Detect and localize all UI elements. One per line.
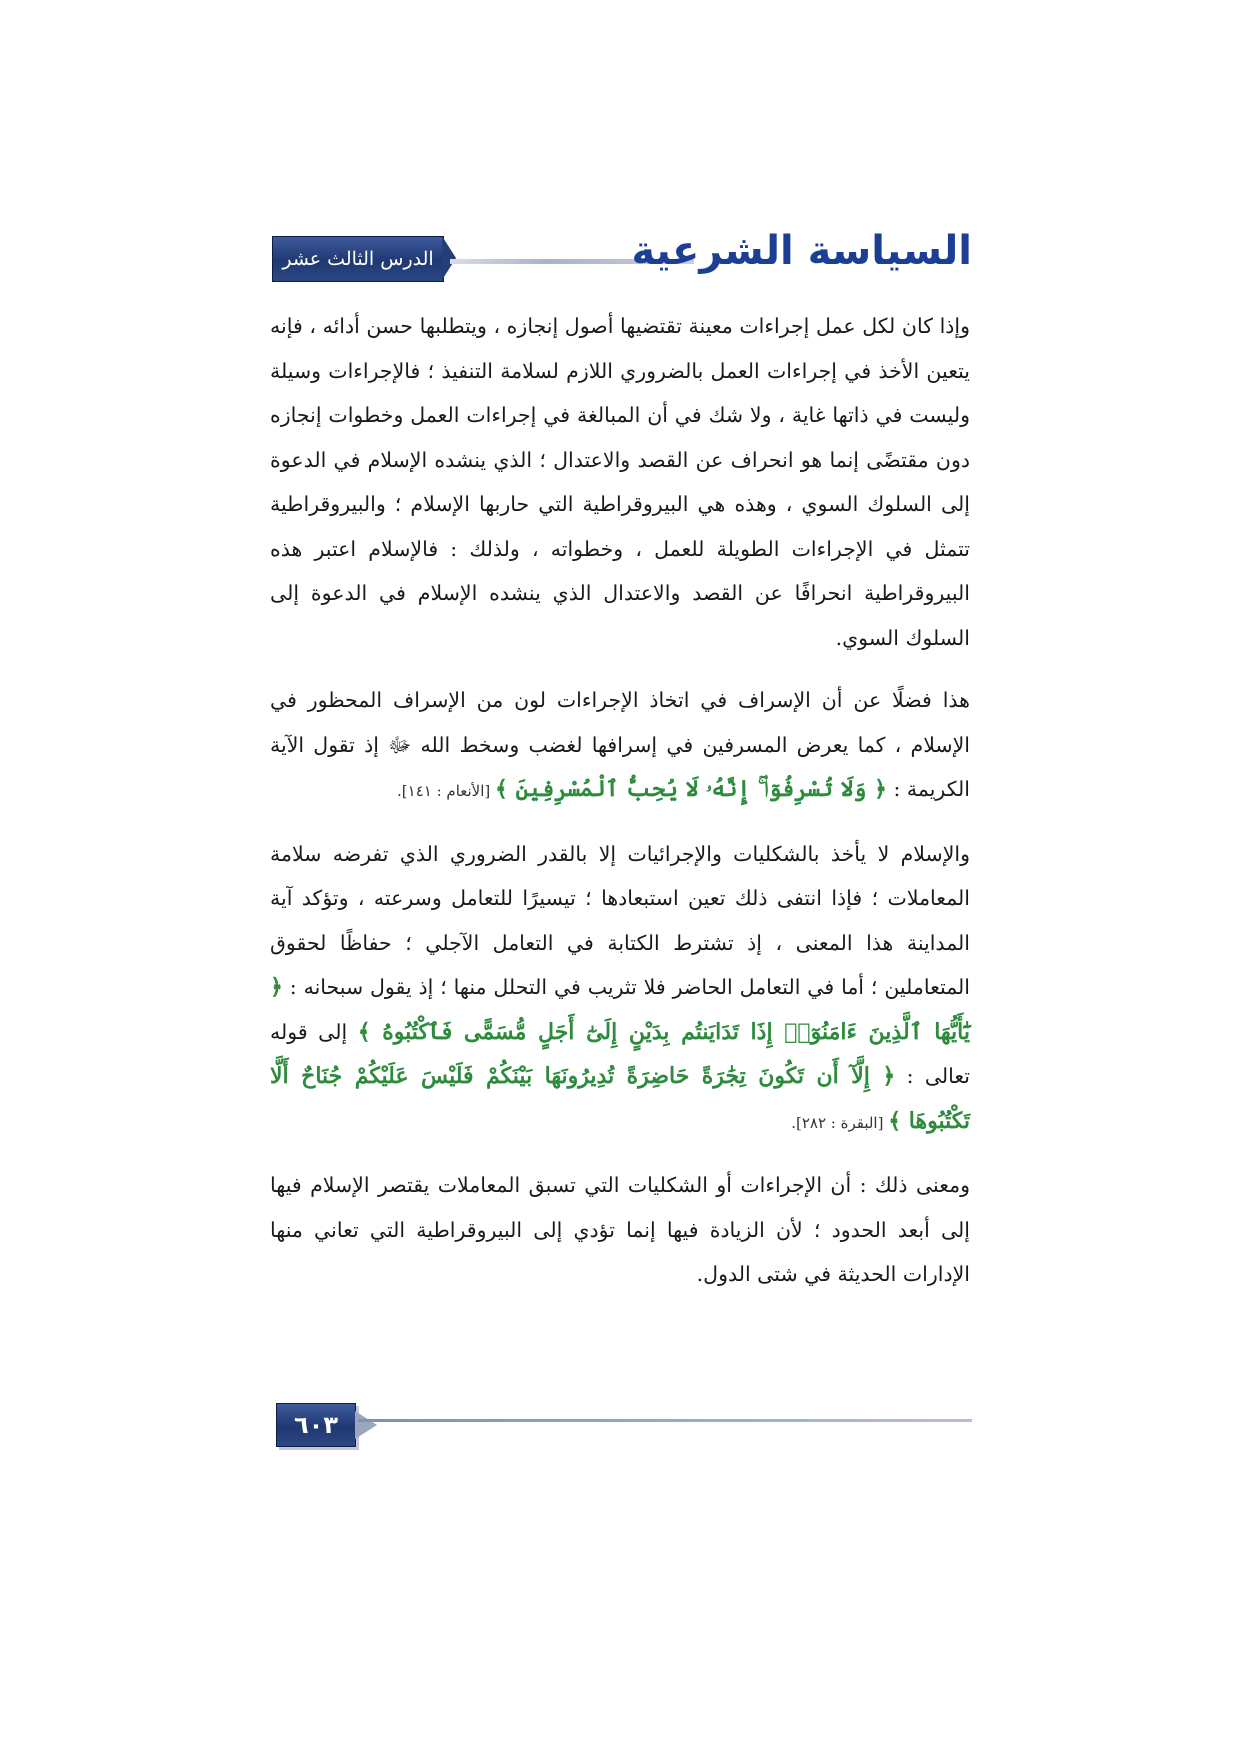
footer-divider — [358, 1419, 972, 1422]
lesson-badge-label: الدرس الثالث عشر — [272, 236, 444, 282]
paragraph-text: هذا فضلًا عن أن الإسراف في اتخاذ الإجراءات لون من الإسراف المحظور في الإسلام ، كما يعرض المسرفين في إسرافها لغضب وسخط الله ﷻ إذ تقول الآية الكريمة : — [270, 688, 970, 801]
badge-arrow-decoration — [442, 236, 456, 280]
verse-reference: [الأنعام : ١٤١]. — [397, 782, 496, 800]
quran-verse: ﴿ يَٰٓأَيُّهَا ٱلَّذِينَ ءَامَنُوٓا۟ إِذَا تَدَايَنتُم بِدَيْنٍ إِلَىٰٓ أَجَلٍ مُّسَمًّى فَٱكْتُبُوهُ ﴾ — [270, 974, 970, 1045]
page-footer — [276, 1403, 972, 1449]
paragraph — [270, 678, 970, 814]
quran-verse: ﴿ وَلَا تُسْرِفُوٓا۟ ۚ إِنَّهُۥ لَا يُحِبُّ ٱلْمُسْرِفِينَ ﴾ — [495, 776, 887, 802]
paragraph — [270, 1163, 970, 1297]
main-text — [270, 304, 970, 1315]
paragraph-text: وإذا كان لكل عمل إجراءات معينة تقتضيها أصول إنجازه ، ويتطلبها حسن أدائه ، فإنه يتعين الأخذ في إجراءات العمل بالضروري اللازم لسلامة التنفيذ ؛ فالإجراءات وسيلة وليست في ذاتها غاية ، ولا شك في أن المبالغة في إجراءات العمل وخطوات إنجازه دون مقتضًى إنما هو انحراف عن القصد والاعتدال ؛ الذي ينشده الإسلام في الدعوة إلى السلوك السوي ، وهذه هي البيروقراطية التي حاربها الإسلام ؛ والبيروقراطية تتمثل في الإجراءات الطويلة للعمل ، وخطواته ، ولذلك : فالإسلام اعتبر هذه البيروقراطية انحرافًا عن القصد والاعتدال الذي ينشده الإسلام في الدعوة إلى السلوك السوي. — [270, 314, 970, 650]
paragraph-text: والإسلام لا يأخذ بالشكليات والإجرائيات إلا بالقدر الضروري الذي تفرضه سلامة المعاملات ؛ فإذا انتفى ذلك تعين استبعادها ؛ تيسيرًا للتعامل وسرعته ، وتؤكد آية المداينة هذا المعنى ، إذ تشترط الكتابة في التعامل الآجلي ؛ حفاظًا لحقوق المتعاملين ؛ أما في التعامل الحاضر فلا تثريب في التحلل منها ؛ إذ يقول سبحانه : — [270, 841, 970, 999]
paragraph — [270, 304, 970, 660]
paragraph — [270, 832, 970, 1146]
page-header — [272, 228, 972, 282]
paragraph-text: ومعنى ذلك : أن الإجراءات أو الشكليات التي تسبق المعاملات يقتصر الإسلام فيها إلى أبعد الحدود ؛ لأن الزيادة فيها إنما تؤدي إلى البيروقراطية التي تعاني منها الإدارات الحديثة في شتى الدول. — [270, 1173, 970, 1286]
verse-reference: [البقرة : ٢٨٢]. — [791, 1113, 889, 1132]
lesson-badge — [272, 236, 450, 280]
quran-verse: ﴿ إِلَّآ أَن تَكُونَ تِجَٰرَةً حَاضِرَةً تُدِيرُونَهَا بَيْنَكُمْ فَلَيْسَ عَلَيْكُمْ جُنَاحٌ أَلَّا تَكْتُبُوهَا ﴾ — [270, 1063, 970, 1134]
paragraph-text: إلى قوله تعالى : — [270, 1019, 970, 1088]
page-number-arrow-decoration — [355, 1411, 377, 1439]
book-title: السياسة الشرعية — [631, 228, 972, 274]
page-number: ٦٠٣ — [276, 1403, 356, 1447]
